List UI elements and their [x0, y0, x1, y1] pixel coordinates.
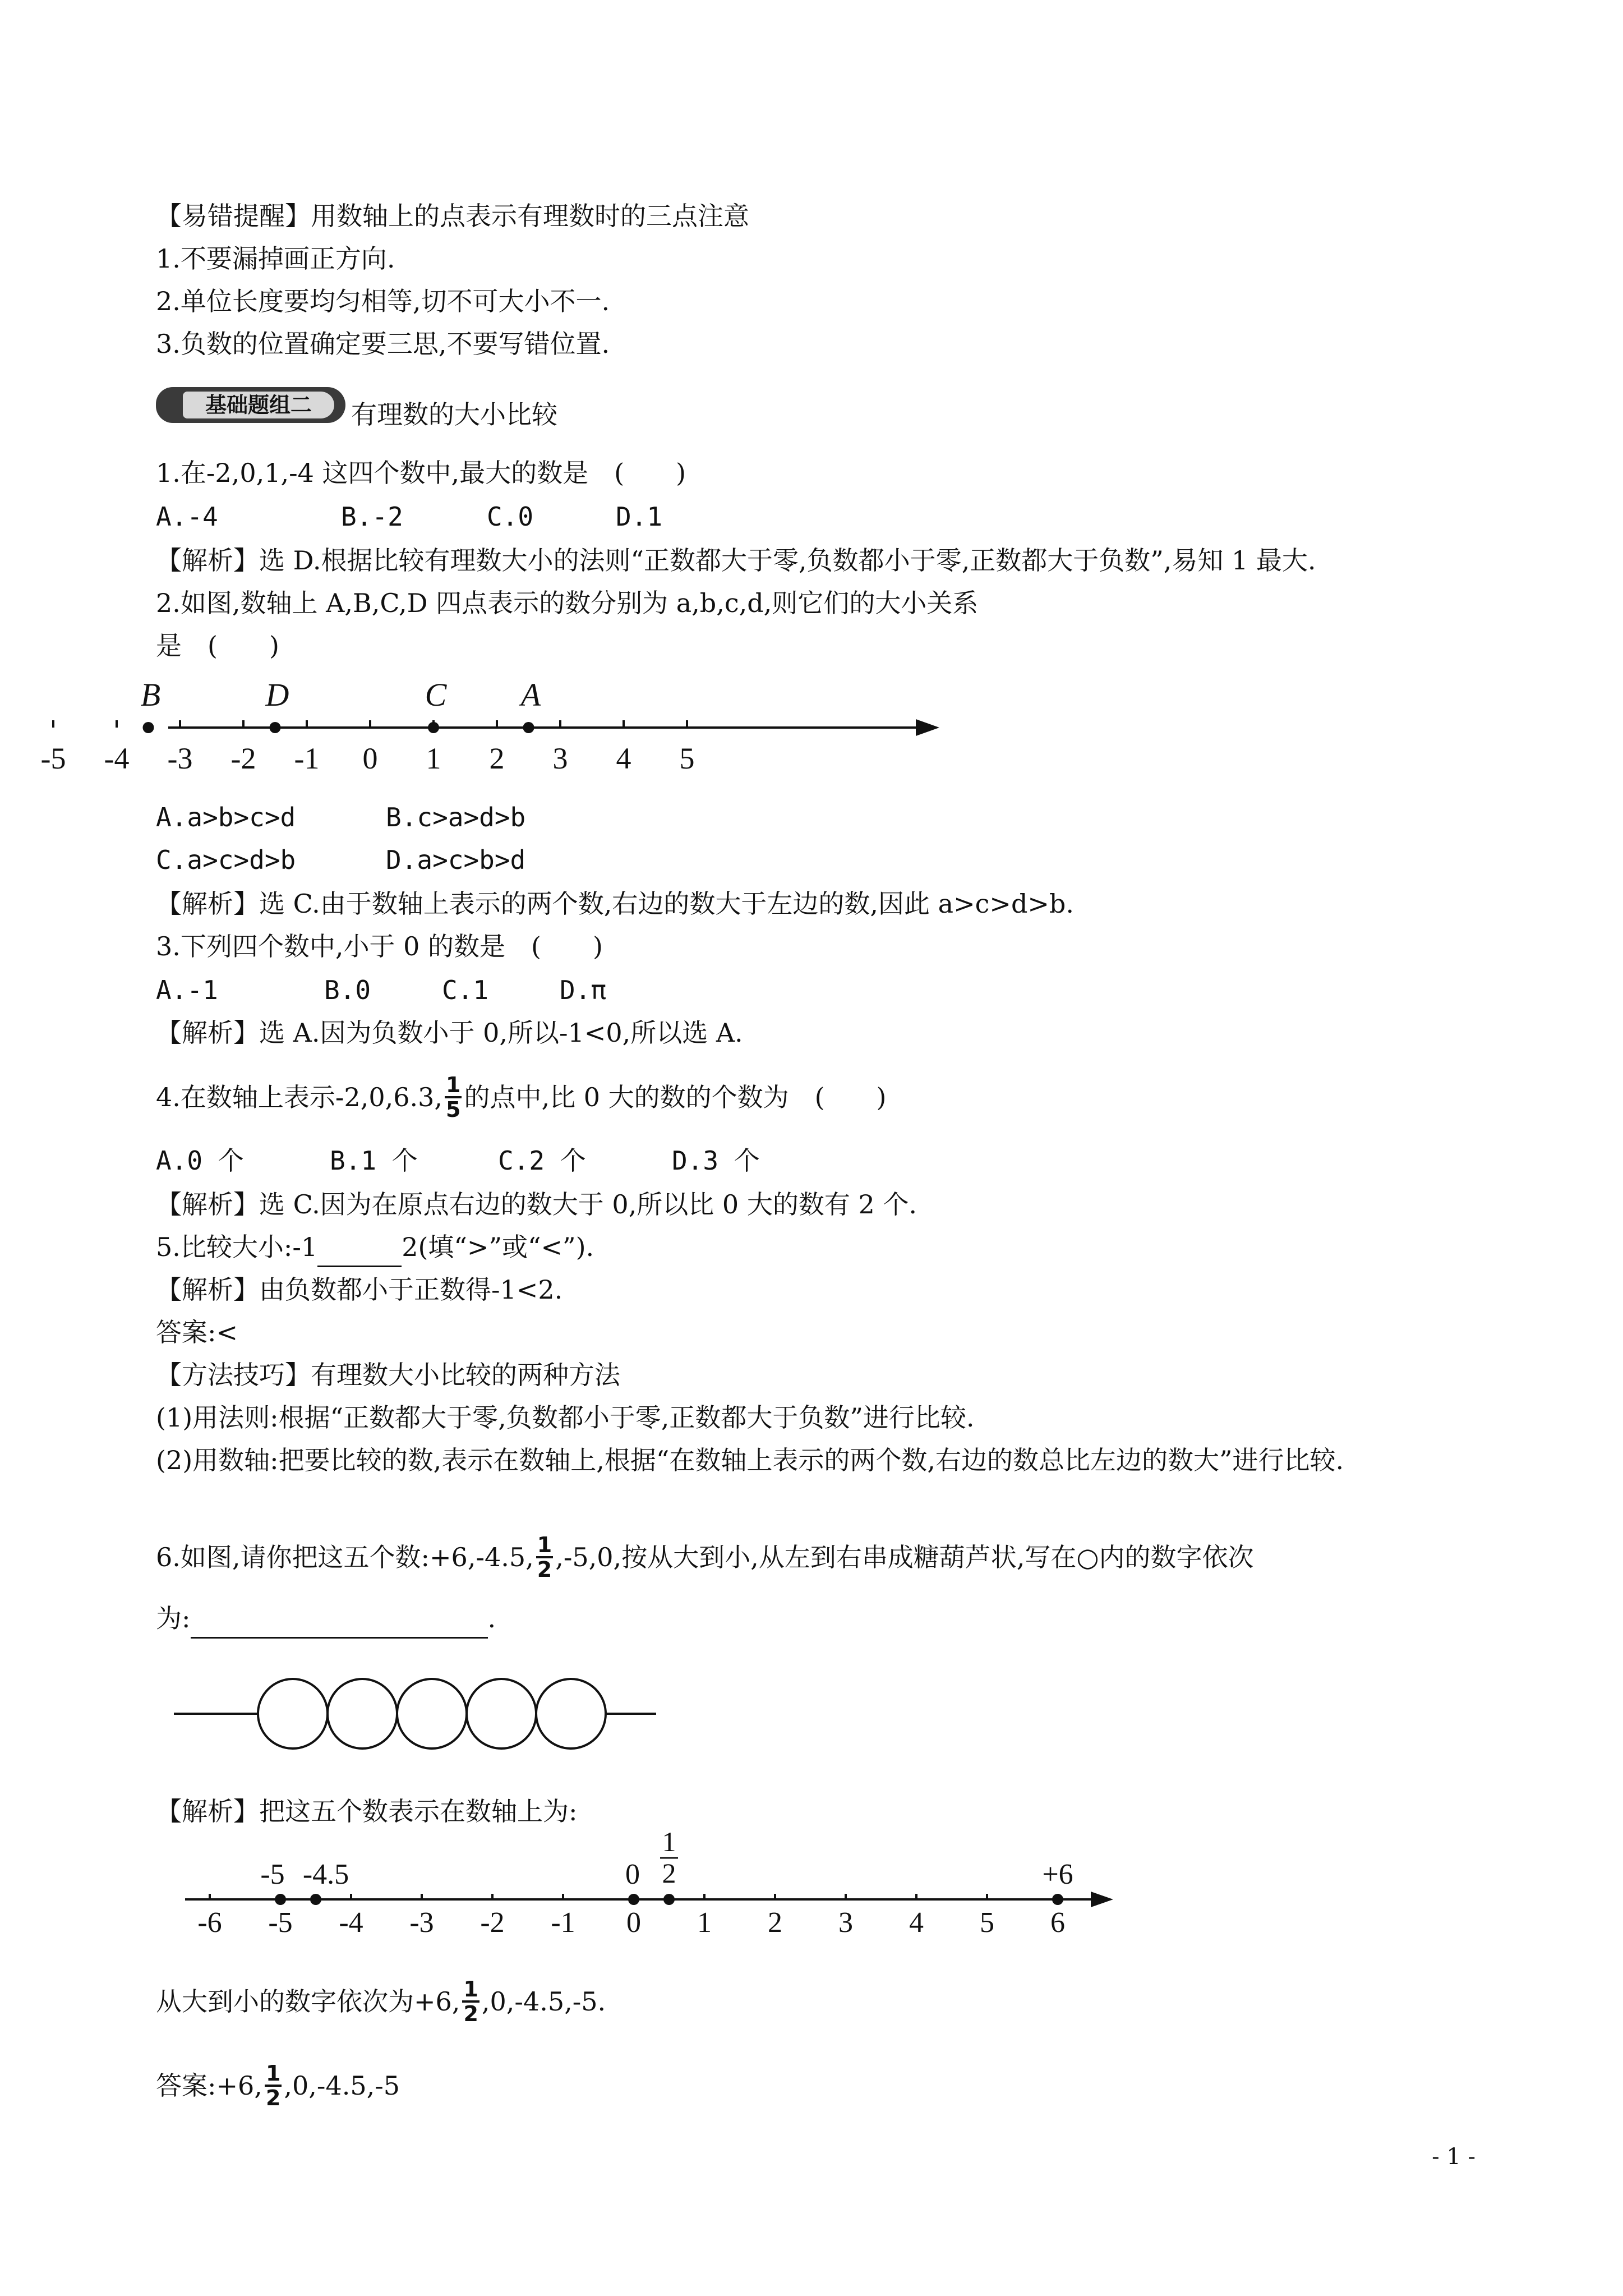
q6-tick-label: -6 [197, 1907, 222, 1939]
q6-point-dot [1052, 1894, 1063, 1905]
q6-point-label: 0 [625, 1858, 640, 1890]
reminder-item-3: 3.负数的位置确定要三思,不要写错位置. [156, 329, 610, 359]
q2-tick-label: -5 [40, 742, 66, 775]
q6-analysis: 【解析】把这五个数表示在数轴上为: [156, 1796, 578, 1826]
q6-point-dot [275, 1894, 286, 1905]
q6-stem-line2 [156, 1600, 496, 1639]
q2-point-dot [428, 722, 439, 733]
q4-fraction [445, 1074, 462, 1121]
q2-tick-label: 5 [679, 742, 695, 775]
q6-skewer-diagram [168, 1669, 673, 1759]
q2-option-c: C.a>c>d>b [156, 845, 296, 875]
q6-stem-line2-label: 为: [156, 1603, 191, 1634]
q6-point-dot [628, 1894, 639, 1905]
q6-point-dot [663, 1894, 675, 1905]
q2-axis-arrow [916, 719, 939, 736]
q6-answer-after: ,0,-4.5,-5 [284, 2070, 400, 2101]
q5-stem [156, 1228, 594, 1267]
q6-tick-label: 2 [768, 1907, 782, 1939]
section-tag [156, 387, 345, 423]
q4-option-c: C.2 个 [498, 1145, 586, 1176]
q6-result [156, 1977, 606, 2027]
reminder-item-2: 2.单位长度要均匀相等,切不可大小不一. [156, 286, 610, 316]
q6-answer [156, 2061, 400, 2111]
q4-fraction-numerator: 1 [446, 1073, 461, 1097]
q5-answer: 答案:< [156, 1317, 238, 1347]
q6-point-label: -4.5 [302, 1858, 349, 1890]
q2-option-d: D.a>c>b>d [386, 845, 526, 875]
q2-tick-label: -1 [294, 742, 320, 775]
q6-result-fraction-denominator: 2 [463, 2001, 478, 2026]
q6-answer-blank [191, 1600, 488, 1639]
reminder-item-1: 1.不要漏掉画正方向. [156, 243, 395, 274]
q5-answer-blank [317, 1228, 402, 1267]
q2-tick-label: 1 [426, 742, 441, 775]
q3-option-b: B.0 [324, 975, 371, 1005]
q2-stem-line1: 2.如图,数轴上 A,B,C,D 四点表示的数分别为 a,b,c,d,则它们的大小关系 [156, 588, 979, 618]
q6-skewer-circle [397, 1679, 467, 1749]
q2-tick-label: -3 [167, 742, 193, 775]
q3-option-d: D.π [560, 975, 607, 1005]
tips-item-1: (1)用法则:根据“正数都大于零,负数都小于零,正数都大于负数”进行比较. [156, 1402, 975, 1433]
q4-analysis: 【解析】选 C.因为在原点右边的数大于 0,所以比 0 大的数有 2 个. [156, 1189, 917, 1220]
q5-analysis: 【解析】由负数都小于正数得-1<2. [156, 1274, 563, 1305]
q4-stem-before: 4.在数轴上表示-2,0,6.3, [156, 1082, 442, 1112]
q2-point-dot [270, 722, 281, 733]
q6-tick-label: 1 [697, 1907, 712, 1939]
q6-answer-fraction [265, 2062, 282, 2109]
q2-number-line [40, 662, 948, 797]
q3-option-a: A.-1 [156, 975, 218, 1005]
q6-tick-label: 5 [980, 1907, 994, 1939]
q6-axis-arrow [1091, 1892, 1113, 1907]
q6-fraction-numerator: 1 [537, 1533, 552, 1557]
q6-point-label-denominator: 2 [662, 1857, 676, 1889]
q2-point-label: A [520, 677, 541, 713]
q6-tick-label: -4 [339, 1907, 363, 1939]
q2-point-label: C [425, 677, 447, 713]
q2-point-dot [523, 722, 534, 733]
q4-stem [156, 1073, 887, 1123]
page-number: - 1 - [1432, 2144, 1476, 2170]
q6-stem-after: ,-5,0,按从大到小,从左到右串成糖葫芦状,写在○内的数字依次 [555, 1542, 1254, 1572]
tips-title: 【方法技巧】有理数大小比较的两种方法 [156, 1360, 620, 1390]
reminder-title: 【易错提醒】用数轴上的点表示有理数时的三点注意 [156, 201, 749, 231]
q5-stem-after: 2(填“>”或“<”). [402, 1232, 594, 1262]
q6-tick-label: -3 [409, 1907, 434, 1939]
q6-tick-label: 4 [909, 1907, 924, 1939]
q2-point-label: B [140, 677, 161, 713]
q2-tick-label: 4 [616, 742, 631, 775]
q6-tick-label: 0 [626, 1907, 641, 1939]
q6-skewer-circle [258, 1679, 328, 1749]
q4-stem-after: 的点中,比 0 大的数的个数为 ( ) [464, 1082, 887, 1112]
q6-point-label: +6 [1042, 1858, 1073, 1890]
q4-option-a: A.0 个 [156, 1145, 244, 1176]
q3-stem: 3.下列四个数中,小于 0 的数是 ( ) [156, 931, 603, 961]
q4-fraction-denominator: 5 [446, 1097, 461, 1122]
q2-tick-label: 0 [362, 742, 378, 775]
q3-analysis: 【解析】选 A.因为负数小于 0,所以-1<0,所以选 A. [156, 1018, 743, 1048]
q6-result-after: ,0,-4.5,-5. [481, 1986, 606, 2017]
q2-tick-label: -4 [104, 742, 130, 775]
q6-point-label: -5 [260, 1858, 285, 1890]
q6-tick-label: -5 [268, 1907, 293, 1939]
q6-answer-fraction-numerator: 1 [265, 2061, 281, 2086]
q1-option-a: A.-4 [156, 501, 218, 532]
q6-tick-label: 3 [838, 1907, 853, 1939]
q2-point-label: D [265, 677, 289, 713]
q3-option-c: C.1 [442, 975, 489, 1005]
q6-point-dot [310, 1894, 321, 1905]
q4-option-d: D.3 个 [672, 1145, 760, 1176]
q5-stem-before: 5.比较大小:-1 [156, 1232, 318, 1262]
q6-tick-label: -1 [551, 1907, 575, 1939]
tips-item-2: (2)用数轴:把要比较的数,表示在数轴上,根据“在数轴上表示的两个数,右边的数总比左边的数大”进行比较. [156, 1445, 1344, 1475]
q1-option-b: B.-2 [341, 501, 403, 532]
section-title: 有理数的大小比较 [351, 399, 557, 430]
q6-answer-before: 答案:+6, [156, 2070, 262, 2101]
q2-analysis: 【解析】选 C.由于数轴上表示的两个数,右边的数大于左边的数,因此 a>c>d>b. [156, 889, 1074, 919]
q1-analysis: 【解析】选 D.根据比较有理数大小的法则“正数都大于零,负数都小于零,正数都大于负数”,易知 1 最大. [156, 545, 1316, 576]
q6-stem-line2-end: . [487, 1603, 496, 1634]
q6-skewer-circle [536, 1679, 606, 1749]
q6-point-label-numerator: 1 [662, 1826, 676, 1857]
q1-option-d: D.1 [616, 501, 663, 532]
q2-option-a: A.a>b>c>d [156, 802, 296, 832]
q6-number-line [168, 1823, 1122, 1947]
q1-stem: 1.在-2,0,1,-4 这四个数中,最大的数是 ( ) [156, 458, 686, 488]
q2-tick-label: 2 [489, 742, 505, 775]
q4-option-b: B.1 个 [330, 1145, 418, 1176]
section-tag-label: 基础题组二 [183, 392, 334, 418]
q6-result-before: 从大到小的数字依次为+6, [156, 1986, 460, 2017]
q1-option-c: C.0 [487, 501, 534, 532]
q6-skewer-circle [328, 1679, 397, 1749]
q6-fraction [536, 1534, 553, 1581]
q6-stem-line1 [156, 1533, 1254, 1583]
q2-option-b: B.c>a>d>b [386, 802, 526, 832]
q6-fraction-denominator: 2 [537, 1557, 552, 1582]
q2-stem-line2: 是 ( ) [156, 631, 279, 661]
q2-tick-label: -2 [230, 742, 256, 775]
q6-result-fraction-numerator: 1 [463, 1977, 478, 2001]
q6-tick-label: -2 [480, 1907, 505, 1939]
q2-tick-label: 3 [552, 742, 568, 775]
q6-stem-before: 6.如图,请你把这五个数:+6,-4.5, [156, 1542, 534, 1572]
q6-result-fraction [462, 1978, 479, 2025]
q6-skewer-circle [467, 1679, 536, 1749]
q6-answer-fraction-denominator: 2 [265, 2086, 281, 2110]
q2-point-dot [143, 722, 154, 733]
q6-tick-label: 6 [1050, 1907, 1065, 1939]
